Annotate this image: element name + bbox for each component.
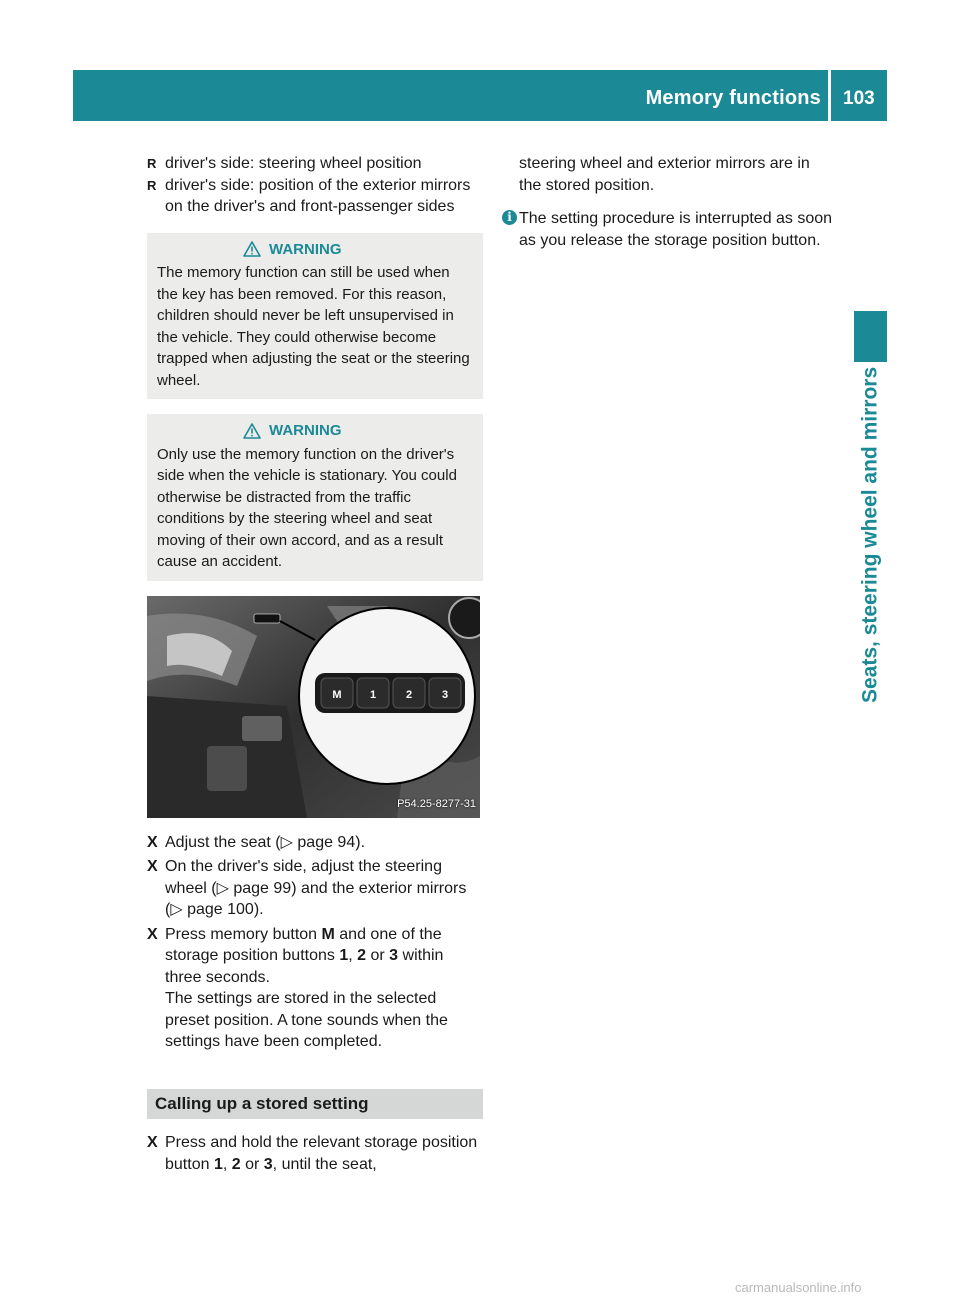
warning-heading xyxy=(157,420,473,442)
storage-button-1: 1 xyxy=(369,688,377,701)
page-header xyxy=(73,70,887,121)
step-text: , until the seat, xyxy=(272,1155,377,1173)
step-marker: X xyxy=(147,1134,158,1151)
left-column xyxy=(147,153,483,1178)
info-icon: i xyxy=(502,210,517,225)
list-item xyxy=(147,832,483,854)
memory-buttons-illustration xyxy=(147,596,480,818)
warning-text: The memory function can still be used when the key has been removed. For this reason, children should never be left unsupervised in the vehicle. They could otherwise become trapped when adjusting the seat or the steering wheel. xyxy=(157,264,470,389)
list-item xyxy=(147,924,483,1053)
bullet-marker: R xyxy=(147,177,157,193)
step-text: ) and the exterior mirrors ( xyxy=(165,879,467,918)
section-heading: Calling up a stored setting xyxy=(147,1089,483,1120)
page-reference[interactable]: page 94 xyxy=(297,833,356,851)
warning-title: WARNING xyxy=(269,240,342,258)
button-label: 3 xyxy=(389,947,399,964)
list-item xyxy=(147,856,483,921)
warning-triangle-icon xyxy=(243,423,261,439)
button-label: 2 xyxy=(231,1155,241,1173)
step-text: and one of the storage position buttons xyxy=(165,925,442,964)
step-text: within three seconds. xyxy=(165,947,444,986)
memory-button-m: M xyxy=(332,688,342,701)
step-text: ). xyxy=(253,901,264,918)
page-reference[interactable]: page 99 xyxy=(233,879,292,897)
warning-heading xyxy=(157,239,473,261)
header-divider xyxy=(828,70,831,121)
warning-box xyxy=(147,414,483,581)
continuation-text: steering wheel and exterior mirrors are in the stored position. xyxy=(519,155,810,194)
step-text: or xyxy=(240,1155,264,1173)
list-item xyxy=(147,1132,483,1175)
page-reference[interactable]: page 100 xyxy=(187,901,254,918)
storage-button-2: 2 xyxy=(405,688,413,701)
step-text: ). xyxy=(355,833,366,851)
step-text: Adjust the seat ( xyxy=(165,833,281,851)
warning-text: Only use the memory function on the driver's side when the vehicle is stationary. You could otherwise be distracted from the traffic conditions by the steering wheel and seat moving of their own accord, and as a result cause an accident. xyxy=(157,445,457,570)
photo-code: P54.25-8277-31 xyxy=(397,798,476,810)
step-text: , xyxy=(348,947,358,964)
page-number: 103 xyxy=(843,88,875,109)
step-marker: X xyxy=(147,858,158,875)
button-label: 1 xyxy=(213,1155,223,1173)
bullet-marker: R xyxy=(147,156,157,171)
step-text: , xyxy=(222,1155,232,1173)
bullet-text: driver's side: position of the exterior mirrors on the driver's and front-passenger sides xyxy=(165,176,471,215)
list-item xyxy=(147,175,483,218)
warning-triangle-icon xyxy=(243,241,261,257)
chapter-tab xyxy=(854,311,887,362)
step-text: Press memory button xyxy=(165,925,322,943)
step-result: The settings are stored in the selected preset position. A tone sounds when the settings have been completed. xyxy=(165,990,448,1050)
step-text: or xyxy=(366,947,390,964)
step-text: On the driver's side, adjust the steering wheel ( xyxy=(165,858,442,897)
chapter-label: Seats, steering wheel and mirrors xyxy=(858,367,882,704)
step-marker: X xyxy=(147,925,158,943)
watermark: carmanualsonline.info xyxy=(735,1280,862,1295)
info-text: The setting procedure is interrupted as soon as you release the storage position button. xyxy=(519,210,833,249)
warning-title: WARNING xyxy=(269,422,342,439)
info-note xyxy=(503,208,833,251)
list-item xyxy=(147,153,483,175)
page-ref-arrow: ▷ xyxy=(216,879,229,897)
page-ref-arrow: ▷ xyxy=(170,901,183,918)
button-label: 2 xyxy=(357,947,367,964)
page-ref-arrow: ▷ xyxy=(280,833,293,851)
door-panel-photo xyxy=(147,596,480,818)
warning-box xyxy=(147,233,483,400)
right-column xyxy=(503,153,833,251)
button-label: 3 xyxy=(263,1155,273,1173)
button-label: M xyxy=(321,925,335,943)
section-title: Memory functions xyxy=(645,87,821,109)
storage-button-3: 3 xyxy=(441,688,449,701)
bullet-text: driver's side: steering wheel position xyxy=(165,155,422,172)
step-text: Press and hold the relevant storage position button xyxy=(165,1134,478,1173)
steps-list xyxy=(147,832,483,1053)
step-marker: X xyxy=(147,833,158,851)
button-label: 1 xyxy=(339,947,349,964)
